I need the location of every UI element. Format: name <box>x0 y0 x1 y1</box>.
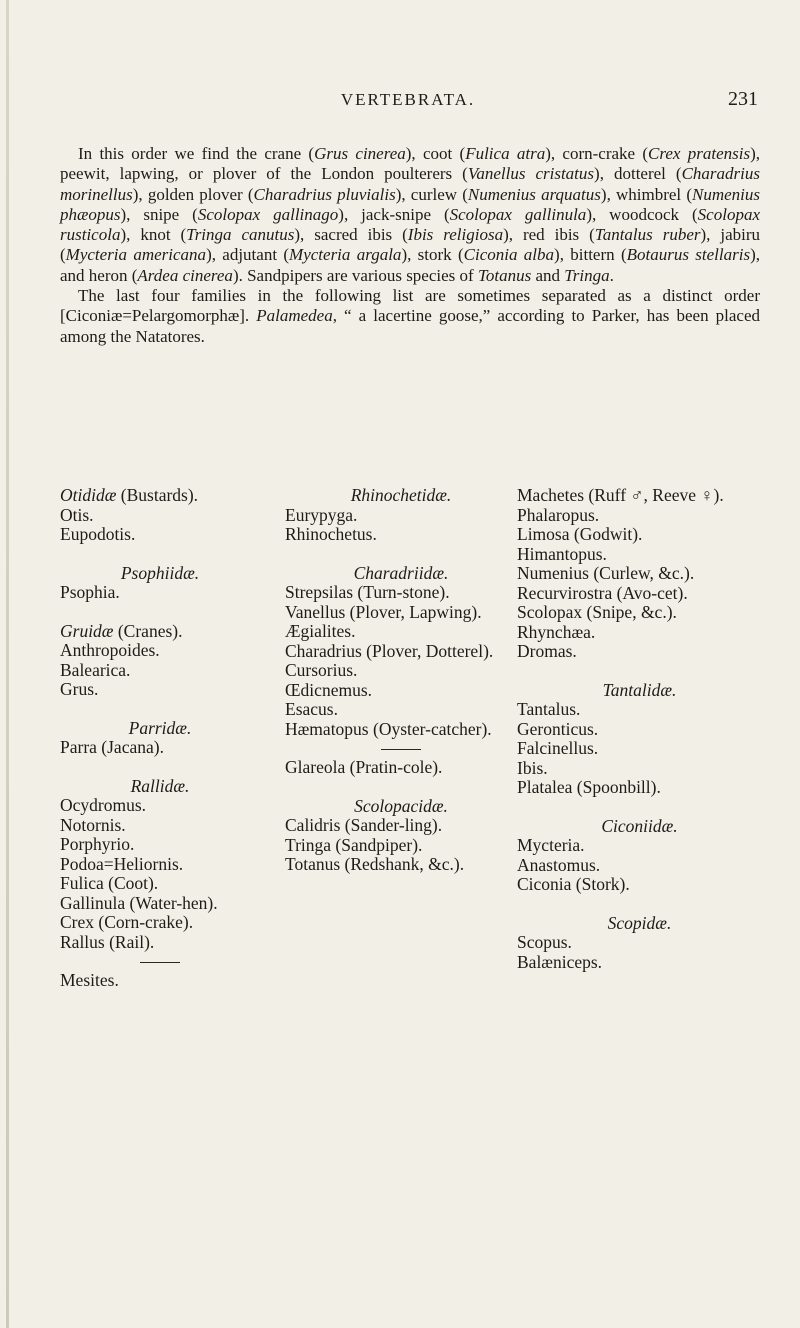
genus-entry: Limosa (Godwit). <box>517 524 643 544</box>
spacer <box>285 545 517 564</box>
genus-entry: Balæniceps. <box>517 951 603 972</box>
species-name: Numenius arquatus <box>467 184 601 204</box>
family-heading: Scolopacidæ. <box>354 795 448 816</box>
genus-entry: Cursorius. <box>285 660 358 680</box>
family-column-1 <box>60 486 260 991</box>
text-run: ), adjutant ( <box>206 245 290 265</box>
separator-rule <box>381 749 421 750</box>
text-run: ), curlew ( <box>395 184 468 204</box>
genus-entry: Fulica (Coot). <box>60 873 159 893</box>
genus-entry: Mycteria. <box>517 835 585 855</box>
species-name: Charadrius morinellus <box>60 164 760 204</box>
species-name: Tringa <box>564 265 610 285</box>
spacer <box>60 700 260 719</box>
species-name: Scolopax rusticola <box>60 204 760 245</box>
family-heading: Scopidæ. <box>607 912 672 933</box>
genus-entry: Platalea (Spoonbill). <box>517 777 661 797</box>
genus-entry: Rhinochetus. <box>285 524 377 544</box>
genus-entry: Eurypyga. <box>285 504 358 525</box>
body-text <box>60 144 760 347</box>
genus-entry: Hæmatopus (Oyster-catcher). <box>285 718 492 739</box>
genus-entry: Ægialites. <box>285 621 356 641</box>
species-name: Charadrius pluvialis <box>253 184 396 204</box>
paragraph-species-list <box>60 144 760 286</box>
genus-entry: Tringa (Sandpiper). <box>285 834 423 855</box>
family-heading: Rhinochetidæ. <box>350 485 452 505</box>
genus-entry: Esacus. <box>285 699 338 719</box>
text-run: ), sacred ibis ( <box>294 225 408 245</box>
species-name: Vanellus cristatus <box>467 164 595 184</box>
family-heading <box>60 486 260 506</box>
spacer <box>517 895 762 914</box>
genus-entry: Scolopax (Snipe, &c.). <box>517 602 677 622</box>
genus-entry: Mesites. <box>60 970 119 990</box>
family-column-2 <box>285 486 517 875</box>
text-run: . <box>609 265 614 285</box>
text-run: ), dotterel ( <box>594 164 682 184</box>
genus-entry: Tantalus. <box>517 699 581 719</box>
text-run: and <box>531 265 565 285</box>
genus-entry: Balearica. <box>60 659 131 680</box>
genus-entry: Gallinula (Water-hen). <box>60 892 218 913</box>
page-header <box>58 88 758 118</box>
genus-entry: Falcinellus. <box>517 738 599 758</box>
text-run: ), peewit, lapwing, or plover of the London poulterers ( <box>60 144 761 184</box>
family-heading: Psophiidæ. <box>120 562 200 583</box>
genus-entry: Psophia. <box>60 582 120 602</box>
spacer <box>60 758 260 777</box>
species-name: Fulica atra <box>465 144 546 163</box>
genus-entry: Himantopus. <box>517 543 607 564</box>
text-run: ), woodcock ( <box>586 204 698 224</box>
species-name: Grus cinerea <box>314 144 406 163</box>
family-common-name: (Bustards). <box>116 485 199 505</box>
genus-entry: Otis. <box>60 504 94 525</box>
species-name: Ardea cinerea <box>137 265 233 285</box>
text-run: ), jack-snipe ( <box>338 204 450 224</box>
spacer <box>517 798 762 817</box>
genus-entry: Scopus. <box>517 932 572 952</box>
page-edge-shadow <box>6 0 9 1328</box>
spacer <box>60 603 260 622</box>
text-run: ). Sandpipers are various species of <box>232 265 478 285</box>
text-run: ), whimbrel ( <box>600 184 692 204</box>
genus-entry: Strepsilas (Turn-stone). <box>285 582 450 602</box>
genus-entry: Notornis. <box>60 814 126 835</box>
species-name: Mycteria americana <box>65 245 207 265</box>
text-run: ), golden plover ( <box>132 184 254 204</box>
family-heading: Parridæ. <box>128 717 192 738</box>
text-run: , “ a lacertine goose,” according to Parker, has been placed among the Natatores. <box>60 306 760 346</box>
species-name: Tantalus ruber <box>594 225 701 245</box>
genus-entry: Glareola (Pratin-cole). <box>285 757 443 777</box>
text-run: ), corn-crake ( <box>545 144 649 163</box>
species-name: Tringa canutus <box>186 225 295 245</box>
genus-entry: Vanellus (Plover, Lapwing). <box>285 601 482 622</box>
species-name: Ciconia alba <box>463 245 555 265</box>
text-run: In this order we find the crane ( <box>78 144 315 163</box>
species-name: Scolopax gallinago <box>197 204 339 224</box>
genus-entry: Phalaropus. <box>517 504 600 525</box>
spacer <box>285 778 517 797</box>
text-run: The last four families in the following list are sometimes separated as a distinct order [Ciconiæ=Pelargomorphæ]. <box>60 286 760 326</box>
species-name: Ibis religiosa <box>407 225 504 245</box>
family-heading: Tantalidæ. <box>602 679 677 700</box>
genus-entry: Porphyrio. <box>60 834 135 854</box>
spacer <box>517 662 762 681</box>
family-name: Gruidæ <box>60 620 114 641</box>
family-column-3 <box>517 486 762 972</box>
species-name: Mycteria argala <box>289 245 402 265</box>
genus-entry: Machetes (Ruff ♂, Reeve ♀). <box>517 485 724 505</box>
genus-entry: Charadrius (Plover, Dotterel). <box>285 640 494 661</box>
text-run: ), stork ( <box>401 245 464 265</box>
family-common-name: (Cranes). <box>113 620 183 641</box>
paragraph-ciconiae-note <box>60 286 760 347</box>
separator-rule <box>140 962 180 963</box>
text-run: ), and heron ( <box>60 245 760 285</box>
species-name: Scolopax gallinula <box>449 204 587 224</box>
text-run: ), coot ( <box>405 144 466 163</box>
family-name: Otididæ <box>60 485 117 505</box>
genus-entry: Numenius (Curlew, &c.). <box>517 563 695 583</box>
text-run: ), red ibis ( <box>503 225 595 245</box>
species-name: Palamedea <box>256 306 333 326</box>
genus-entry: Podoa=Heliornis. <box>60 853 184 874</box>
spacer <box>60 545 260 564</box>
genus-entry: Ocydromus. <box>60 795 147 815</box>
genus-entry: Ciconia (Stork). <box>517 874 630 894</box>
genus-entry: Rallus (Rail). <box>60 931 155 952</box>
genus-entry: Dromas. <box>517 641 577 661</box>
page-number: 231 <box>728 88 758 110</box>
genus-entry: Crex (Corn-crake). <box>60 912 194 932</box>
family-heading: Rallidæ. <box>130 775 190 796</box>
species-name: Totanus <box>477 265 532 285</box>
genus-entry: Calidris (Sander-ling). <box>285 815 443 835</box>
genus-entry: Parra (Jacana). <box>60 737 164 757</box>
genus-entry: Ibis. <box>517 757 548 778</box>
genus-entry: Rhynchæa. <box>517 621 596 642</box>
species-name: Crex pratensis <box>648 144 751 163</box>
family-heading: Ciconiidæ. <box>601 815 678 836</box>
text-run: ), bittern ( <box>554 245 627 265</box>
family-heading <box>60 622 260 642</box>
genus-entry: Anthropoides. <box>60 640 160 660</box>
genus-entry: Grus. <box>60 679 99 699</box>
genus-entry: Recurvirostra (Avo-cet). <box>517 582 688 603</box>
text-run: ), knot ( <box>120 225 187 245</box>
running-head: VERTEBRATA. <box>340 90 476 109</box>
genus-entry: Anastomus. <box>517 854 601 875</box>
species-name: Numenius phæopus <box>60 184 760 224</box>
family-heading: Charadriidæ. <box>353 562 449 583</box>
genus-entry: Geronticus. <box>517 718 599 739</box>
genus-entry: Eupodotis. <box>60 524 136 544</box>
text-run: ), jabiru ( <box>60 225 761 265</box>
genus-entry: Œdicnemus. <box>285 679 373 700</box>
species-name: Botaurus stellaris <box>626 245 751 265</box>
text-run: ), snipe ( <box>120 204 198 224</box>
genus-entry: Totanus (Redshank, &c.). <box>285 854 465 874</box>
